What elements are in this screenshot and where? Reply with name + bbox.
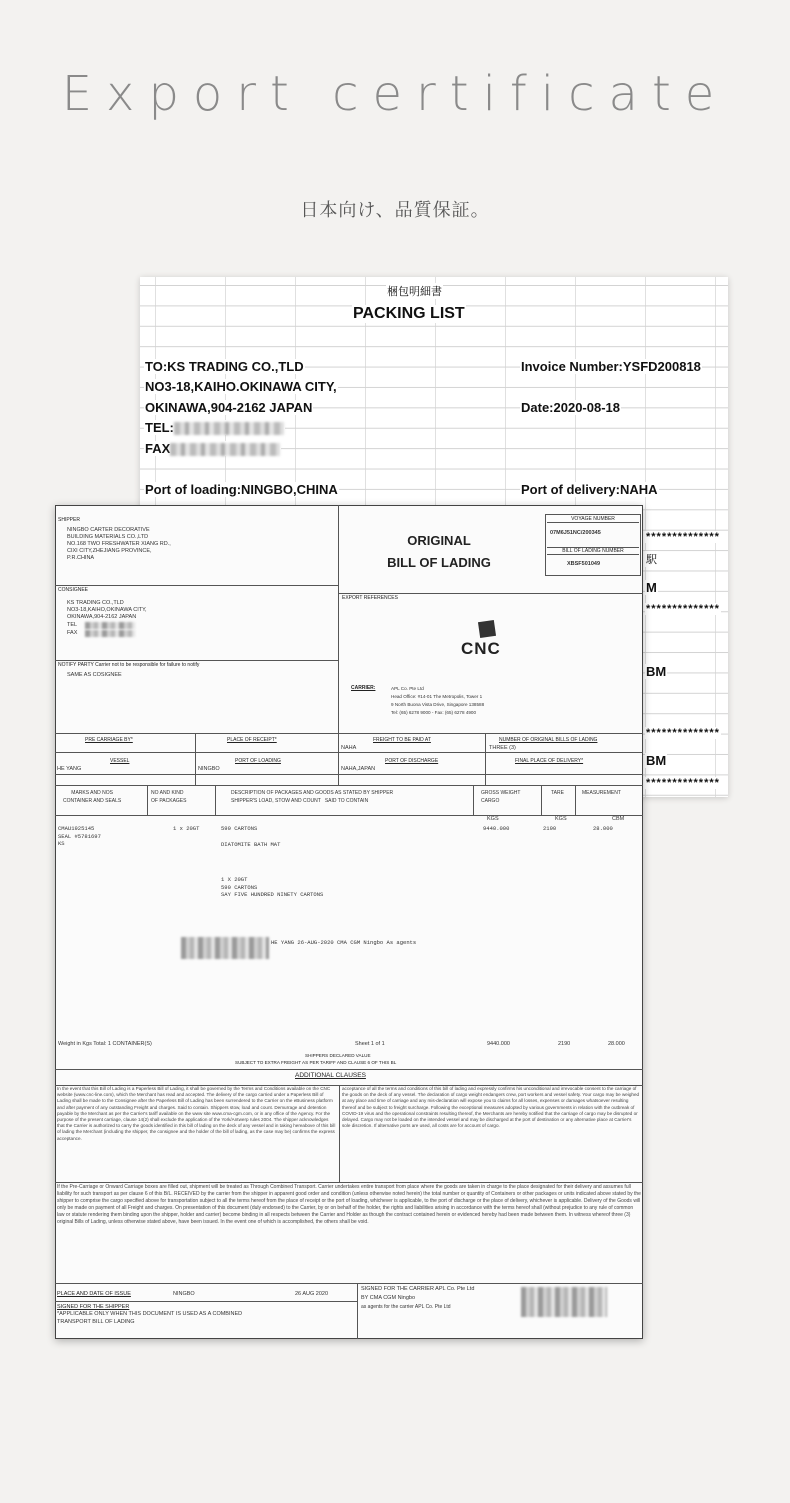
- pl-date: Date:2020-08-18: [521, 400, 621, 415]
- bl-divider: [55, 1182, 643, 1183]
- pl-side-jp: 駅: [645, 551, 658, 567]
- redacted-signature: [181, 937, 269, 959]
- bl-row-meas: 28.000: [593, 825, 613, 832]
- bl-col-desc: DESCRIPTION OF PACKAGES AND GOODS AS STATED BY SHIPPER SHIPPER'S LOAD, STOW AND COUNT SAID TO CONTAIN: [231, 790, 394, 804]
- bl-port-loading-label: PORT OF LOADING: [235, 758, 281, 764]
- bl-total-gross: 9440.000: [487, 1041, 510, 1047]
- redacted-fax: [170, 443, 280, 456]
- bl-divider: [473, 785, 474, 815]
- bl-subject: SUBJECT TO EXTRA FREIGHT AS PER TARIFF AND CLAUSE 6 OF THIS BL: [235, 1060, 397, 1065]
- bl-carrier-line: Tel: (65) 6278 9000 - Fax: (65) 6278 4900: [391, 710, 477, 715]
- bl-consignee-line: OKINAWA,904-2162 JAPAN: [67, 614, 137, 620]
- bl-divider: [55, 660, 338, 661]
- redacted-phone: [85, 622, 135, 629]
- pl-invoice-number: Invoice Number:YSFD200818: [521, 359, 701, 374]
- bl-divider: [55, 1283, 643, 1284]
- page-subtitle: 日本向け、品質保証。: [300, 200, 490, 221]
- redacted-fax: [85, 630, 135, 637]
- pl-fax: FAX: [144, 441, 281, 456]
- bl-consignee-line: NO3-18,KAIHO,OKINAWA CITY,: [67, 607, 147, 613]
- bl-consignee-line: TEL: [67, 622, 78, 628]
- bl-port-discharge-label: PORT OF DISCHARGE: [385, 758, 439, 764]
- bl-carrier-label: CARRIER:: [351, 685, 376, 691]
- bl-carrier-line: Head Office: #14-01 The Metropolis, Tower 1: [391, 694, 483, 699]
- pl-tel: TEL:: [144, 420, 285, 435]
- bl-divider: [55, 752, 643, 753]
- bill-of-lading-document: [55, 505, 643, 1339]
- bl-divider: [338, 593, 643, 594]
- bl-declared: SHIPPERS DECLARED VALUE: [305, 1053, 371, 1058]
- pl-stars-2: **************: [646, 603, 720, 615]
- bl-port-loading-value: NINGBO: [198, 766, 220, 772]
- bl-place-receipt-label: PLACE OF RECEIPT*: [227, 737, 277, 743]
- packing-list-title: PACKING LIST: [353, 305, 465, 322]
- pl-stars: **************: [646, 531, 720, 543]
- bl-col-kind: NO AND KIND OF PACKAGES: [151, 790, 187, 804]
- bl-unit-kgs-tare: KGS: [555, 816, 567, 822]
- bl-sheet: Sheet 1 of 1: [355, 1041, 385, 1047]
- bl-notify-label: NOTIFY PARTY Carrier not to be responsible for failure to notify: [58, 662, 200, 668]
- bl-clause-right: acceptance of all the terms and conditions of this bill of lading and expressly confirms his unconditional and irrevocable consent to the carriage of the goods on the deck of any vessel. The declaration of cargo weight endangers crew, port workers and vessel safety. Your cargo may be weighed at any place and time of carriage and any mis-declaration will expose you to claims for all losses, expenses or damages whatsoever resulting thereof and be subject to freight surcharge. Following the exceptional measures adopted by various governments in relation with the outbreak of COVID-19 virus and the operational constraints resulting thereof, the Merchants are hereby notified that the carriage of cargo may be disrupted or delayed. Cargo may not be loaded on the intended vessel and may be discharged at the port of destination or any alternative place at Carrier's sole discretion. If alternative ports are used, all costs are for account of cargo.: [342, 1086, 640, 1129]
- bl-place-issue-value: NINGBO: [173, 1291, 195, 1297]
- bl-col-meas: MEASUREMENT: [582, 790, 621, 796]
- bl-total-tare: 2190: [558, 1041, 571, 1047]
- bl-desc-lines: 1 X 20GT 590 CARTONS SAY FIVE HUNDRED NINETY CARTONS: [221, 876, 324, 898]
- pl-to-line3: OKINAWA,904-2162 JAPAN: [145, 400, 313, 415]
- bl-divider: [195, 733, 196, 785]
- bl-shipper-label: SHIPPER: [58, 517, 80, 523]
- bl-logo-text: CNC: [461, 639, 501, 658]
- bl-agents-line: as agents for the carrier APL Co. Pte Ltd: [361, 1304, 451, 1310]
- bl-total-meas: 28.000: [608, 1041, 625, 1047]
- bl-freight-value: NAHA: [341, 745, 357, 751]
- pl-port-delivery: Port of delivery:NAHA: [521, 482, 658, 497]
- bl-col-tare: TARE: [551, 790, 564, 796]
- bl-vessel-value: HE YANG: [57, 766, 82, 772]
- redacted-stamp: [521, 1287, 607, 1317]
- pl-stars-4: **************: [646, 777, 720, 789]
- page-title: Export certificate: [61, 66, 729, 122]
- bl-unit-cbm: CBM: [612, 816, 625, 822]
- pl-side-m: M: [646, 580, 657, 595]
- bl-divider: [339, 1085, 340, 1182]
- bl-freight-paid-label: FREIGHT TO BE PAID AT: [373, 737, 431, 743]
- bl-divider: [215, 785, 216, 815]
- bl-by-line: BY CMA CGM Ningbo: [361, 1295, 416, 1301]
- bl-divider: [541, 785, 542, 815]
- bl-row-desc: 590 CARTONS: [221, 825, 258, 832]
- bl-divider: [55, 1301, 357, 1302]
- bl-port-discharge-value: NAHA,JAPAN: [341, 766, 376, 772]
- bl-divider: [55, 585, 338, 586]
- bl-date-issue-value: 26 AUG 2020: [295, 1291, 329, 1297]
- bl-num-original-value: THREE (3): [489, 745, 516, 751]
- bl-divider: [357, 1283, 358, 1339]
- bl-divider: [55, 733, 643, 734]
- bl-final-place-label: FINAL PLACE OF DELIVERY*: [515, 758, 584, 764]
- bl-shipper-line: NINGBO CARTER DECORATIVE: [67, 527, 150, 533]
- bl-desc-item: DIATOMITE BATH MAT: [221, 841, 281, 848]
- bl-consignee-line: FAX: [67, 630, 78, 636]
- pl-to-line2: NO3-18,KAIHO.OKINAWA CITY,: [145, 379, 337, 394]
- bl-row-marks: CMAU1925145 SEAL #5781697 KS: [58, 825, 101, 847]
- bl-shipper-line: P.R.CHINA: [67, 555, 95, 561]
- bl-signed-carrier: SIGNED FOR THE CARRIER APL Co. Pte Ltd: [361, 1286, 475, 1292]
- bl-divider: [55, 785, 643, 786]
- bl-divider: [147, 785, 148, 815]
- bl-row-tare: 2190: [543, 825, 557, 832]
- bl-title-original: ORIGINAL: [407, 533, 471, 548]
- pl-stars-3: **************: [646, 727, 720, 739]
- bl-divider: [575, 785, 576, 815]
- bl-bol-no-value: XBSF501049: [567, 561, 601, 567]
- bl-vessel-label: VESSEL: [110, 758, 130, 764]
- bl-export-ref-label: EXPORT REFERENCES: [342, 595, 398, 601]
- bl-col-gross: GROSS WEIGHT CARGO: [481, 790, 521, 804]
- bl-applicable: *APPLICABLE ONLY WHEN THIS DOCUMENT IS USED AS A COMBINED TRANSPORT BILL OF LADING: [57, 1311, 243, 1325]
- pl-side-bm: BM: [646, 664, 667, 679]
- bl-row-kind: 1 x 20GT: [173, 825, 200, 832]
- bl-shipper-line: BUILDING MATERIALS CO.,LTD: [67, 534, 149, 540]
- packing-list-jp-title: 梱包明細書: [386, 283, 443, 299]
- pl-to-line1: TO:KS TRADING CO.,TLD: [145, 359, 304, 374]
- bl-pre-carriage-label: PRE CARRIAGE BY*: [85, 737, 133, 743]
- bl-num-original-label: NUMBER OF ORIGINAL BILLS OF LADING: [499, 737, 598, 743]
- bl-onboard: HE YANG 26-AUG-2020 CMA CGM Ningbo As agents: [271, 939, 417, 946]
- bl-consignee-line: KS TRADING CO.,TLD: [67, 600, 124, 606]
- bl-carrier-line: 9 North Buona Vista Drive, Singapore 138588: [391, 702, 485, 707]
- bl-divider: [55, 1069, 643, 1070]
- pl-port-loading: Port of loading:NINGBO,CHINA: [145, 482, 338, 497]
- bl-signed-shipper: SIGNED FOR THE SHIPPER: [57, 1304, 130, 1310]
- bl-divider: [55, 774, 643, 775]
- pl-side-bm-2: BM: [646, 753, 667, 768]
- bl-additional-clauses: ADDITIONAL CLAUSES: [295, 1072, 366, 1079]
- bl-weight-label: Weight in Kgs Total: 1 CONTAINER(S): [58, 1041, 152, 1047]
- bl-place-issue-label: PLACE AND DATE OF ISSUE: [57, 1291, 131, 1297]
- bl-shipper-line: CIXI CITY,ZHEJIANG PROVINCE,: [67, 548, 152, 554]
- bl-clause-full: If the Pre-Carriage or Onward Carriage boxes are filled out, shipment will be treated as Through Combined Transport. Carrier undertakes entire transport from place where the goods are taken in charge to the place designated for their delivery and assumes full liability for such transport as per clause 6 of this B/L. RECEIVED by the carrier from the shipper in apparent good order and condition (unless otherwise noted herein) the total number or quantity of Containers or other packages or units indicated above stated by the shipper to comprise the cargo specified above for transportation subject to all the terms hereof from the place of receipt or the port of loading, whichever is applicable, to the port of discharge or the place of delivery, whichever is applicable. Delivery of the Goods will only be made on payment of all Freight and charges. On presentation of this document (duly endorsed) to the Carrier, by or on behalf of the holder, the rights and liabilities arising in accordance with the terms hereof shall (without prejudice to any rule of common law or statute rendering them binding upon the shipper, holder and carrier) become binding in all respects between the Carrier and Holder as though the contract contained herein or evidenced hereby had been made between them. In witness whereof three (3) original Bills of Lading, unless otherwise stated above, have been issued. In the event one of which is accomplished, the others shall be void.: [57, 1184, 641, 1225]
- bl-voyage-value: 07M6J51NC/200345: [550, 530, 601, 536]
- bl-carrier-line: APL Co. Pte Ltd: [391, 686, 424, 691]
- cnc-logo-icon: [478, 620, 496, 638]
- bl-title-bol: BILL OF LADING: [387, 555, 491, 570]
- bl-consignee-label: CONSIGNEE: [58, 587, 89, 593]
- bl-divider: [338, 733, 339, 785]
- bl-shipper-line: NO.168 TWO FRESHWATER XIANG RD.,: [67, 541, 171, 547]
- redacted-phone: [174, 422, 284, 435]
- bl-divider: [485, 733, 486, 785]
- bl-clause-left: In the event that this Bill of Lading is a Paperless Bill of Lading, it shall be governed by the Terms and Conditions available on the CNC website (www.cnc-line.com), which the Merchant has read and accepted. The delivery of the cargo carried under a Paperless Bill of Lading shall be made to the Consignee after the Paperless Bill of Lading has been surrendered to the Carrier on the eBusiness platform and after payment of any outstanding Freight and charges. Said to contain. Shippers stow, load and count. Demurrage and detention payable by the Merchant as per the Carrier's tariff available on the www site www.cma-cgm.com, or in any office of the Agency. For the purpose of the present carriage, clause 14(2) shall exclude the application of the York/Antwerp rules 2004. The shipper acknowledges that the Carrier is authorized to carry the goods identified in this bill of lading on the deck of any vessel and in taking hereabove of this bill of lading the Merchant (including the shipper, the consignee and the holder of the bill of lading, as the case may be) confirms the express acceptance.: [57, 1086, 336, 1141]
- bl-bol-no-label: BILL OF LADING NUMBER: [547, 547, 639, 555]
- bl-notify-value: SAME AS COSIGNEE: [67, 672, 122, 678]
- bl-row-gross: 9440.000: [483, 825, 510, 832]
- bl-voyage-label: VOYAGE NUMBER: [547, 516, 639, 523]
- bl-unit-kgs: KGS: [487, 816, 499, 822]
- bl-col-marks: MARKS AND NOS CONTAINER AND SEALS: [63, 790, 122, 804]
